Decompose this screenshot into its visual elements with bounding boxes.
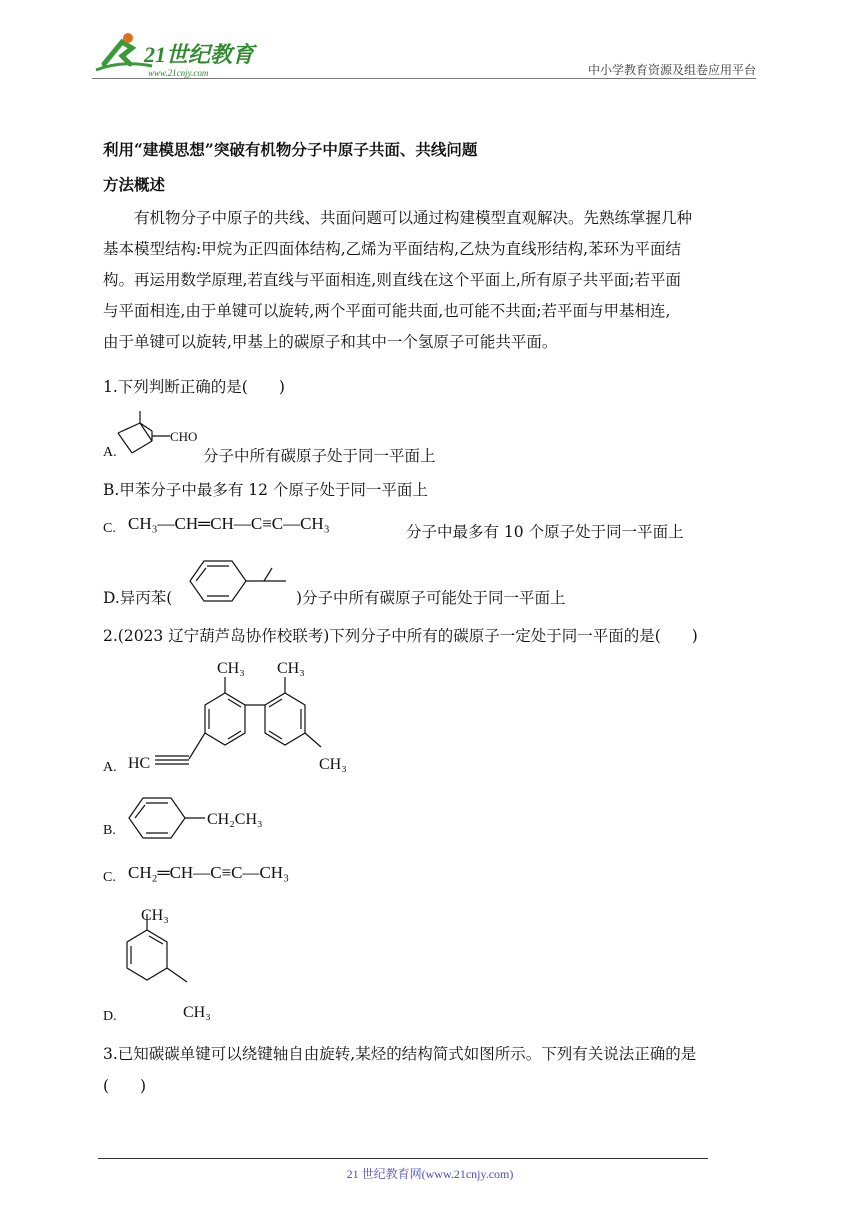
- q1-option-a-label: A.: [103, 445, 117, 460]
- q1-option-c-text: 分子中最多有 10 个原子处于同一平面上: [406, 523, 684, 541]
- q2-option-b-label: B.: [103, 823, 116, 838]
- footer-text: 21 世纪教育网(www.21cnjy.com): [346, 1167, 514, 1181]
- svg-text:CHO: CHO: [170, 429, 198, 444]
- q3-stem: 3.已知碳碳单键可以绕键轴自由旋转,某烃的结构简式如图所示。下列有关说法正确的是: [103, 1045, 697, 1063]
- q1-option-c-formula: CH₃—CH═CH—C≡C—CH₃: [128, 514, 330, 533]
- isopropylbenzene-structure: [182, 556, 297, 606]
- q1-option-b: B.甲苯分子中最多有 12 个原子处于同一平面上: [103, 481, 428, 499]
- q2-option-c-label: C.: [103, 870, 116, 885]
- q2-option-c-formula: CH₂═CH—C≡C—CH₃: [128, 863, 290, 882]
- paragraph-line: 构。再运用数学原理,若直线与平面相连,则直线在这个平面上,所有原子共平面;若平面: [103, 271, 682, 289]
- q1-option-c-label: C.: [103, 521, 116, 536]
- ethylbenzene-structure: [125, 793, 295, 843]
- site-logo: [92, 30, 262, 80]
- q1-option-d-label: D.异丙苯(: [103, 589, 173, 607]
- paragraph-line: 有机物分子中原子的共线、共面问题可以通过构建模型直观解决。先熟练掌握几种: [134, 209, 693, 227]
- svg-text:CH₃: CH₃: [141, 907, 169, 924]
- runner-logo-icon: [92, 30, 262, 80]
- q2-stem: 2.(2023 辽宁葫芦岛协作校联考)下列分子中所有的碳原子一定处于同一平面的是( ): [103, 627, 698, 645]
- paragraph-line: 由于单键可以旋转,甲基上的碳原子和其中一个氢原子可能共平面。: [103, 333, 558, 351]
- header-platform-text: 中小学教育资源及组卷应用平台: [587, 63, 756, 77]
- bicyclic-aldehyde-structure: [112, 403, 212, 463]
- svg-text:CH₃: CH₃: [277, 660, 305, 677]
- svg-text:HC: HC: [128, 755, 151, 772]
- biphenyl-ethynyl-structure: [125, 655, 370, 780]
- q2-option-d-label: D.: [103, 1009, 117, 1024]
- paragraph-line: 与平面相连,由于单键可以旋转,两个平面可能共面,也可能不共面;若平面与甲基相连,: [103, 302, 671, 320]
- q1-option-d-text: )分子中所有碳原子可能处于同一平面上: [296, 589, 566, 607]
- svg-text:CH₃: CH₃: [183, 1004, 211, 1021]
- page-title: 利用“建模思想”突破有机物分子中原子共面、共线问题: [103, 140, 478, 159]
- footer-divider: [98, 1158, 708, 1159]
- svg-text:CH₃: CH₃: [319, 756, 347, 773]
- svg-text:CH₃: CH₃: [217, 660, 245, 677]
- q1-stem: 1.下列判断正确的是( ): [103, 378, 285, 396]
- q3-answer-paren: ( ): [103, 1077, 147, 1095]
- q1-option-a-text: 分子中所有碳原子处于同一平面上: [203, 447, 436, 465]
- svg-text:www.21cnjy.com: www.21cnjy.com: [148, 68, 209, 78]
- header-divider: [92, 78, 756, 79]
- method-paragraph: [103, 203, 763, 358]
- svg-text:21世纪教育: 21世纪教育: [144, 42, 255, 67]
- q2-option-a-label: A.: [103, 760, 117, 775]
- section-heading: 方法概述: [103, 175, 166, 194]
- dimethylcyclohexadiene-structure: [115, 900, 225, 1025]
- svg-text:CH₂CH₃: CH₂CH₃: [207, 811, 263, 828]
- paragraph-line: 基本模型结构:甲烷为正四面体结构,乙烯为平面结构,乙炔为直线形结构,苯环为平面结: [103, 240, 682, 258]
